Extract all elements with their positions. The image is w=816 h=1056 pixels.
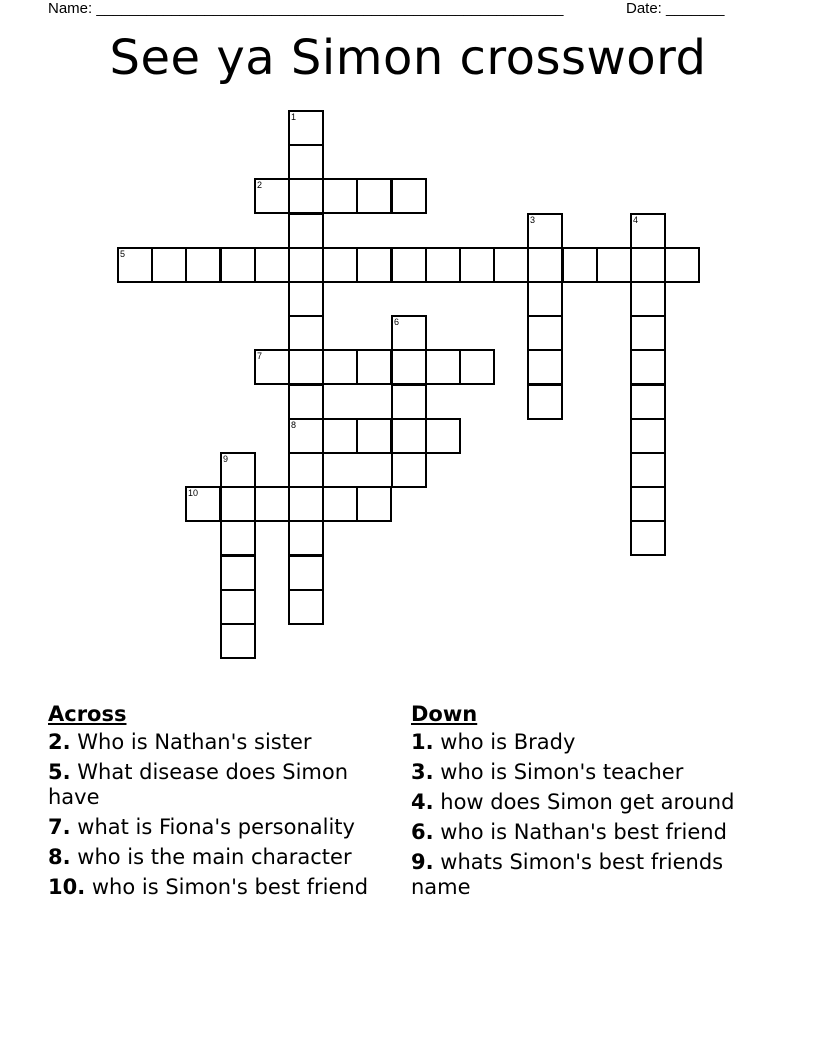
grid-cell[interactable] (356, 349, 392, 385)
grid-cell[interactable] (356, 418, 392, 454)
clue-text: who is Brady (433, 730, 576, 754)
clue-number: 5 (120, 249, 126, 259)
grid-cell[interactable] (288, 452, 324, 488)
down-heading: Down (411, 702, 478, 726)
clue-number: 1. (411, 730, 434, 754)
grid-cell[interactable] (630, 349, 666, 385)
grid-cell[interactable] (288, 315, 324, 351)
grid-cell[interactable] (254, 247, 290, 283)
name-label: Name: (48, 0, 93, 17)
grid-cell[interactable] (425, 247, 461, 283)
grid-cell[interactable] (288, 486, 324, 522)
down-clues (411, 702, 741, 905)
date-label: Date: (626, 0, 662, 17)
grid-cell[interactable] (220, 589, 256, 625)
clue-text: whats Simon's best friends name (411, 850, 724, 899)
grid-cell[interactable] (254, 178, 290, 214)
grid-cell[interactable] (459, 247, 495, 283)
grid-cell[interactable] (527, 213, 563, 249)
clue-text: who is the main character (70, 845, 352, 869)
clue-number: 8 (291, 420, 297, 430)
grid-cell[interactable] (356, 247, 392, 283)
across-clue (48, 815, 398, 840)
grid-cell[interactable] (322, 486, 358, 522)
clue-number: 10 (188, 488, 199, 498)
grid-cell[interactable] (630, 452, 666, 488)
grid-cell[interactable] (288, 144, 324, 180)
clue-number: 7. (48, 815, 71, 839)
across-clue (48, 730, 398, 755)
grid-cell[interactable] (562, 247, 598, 283)
grid-cell[interactable] (220, 555, 256, 591)
grid-cell[interactable] (288, 178, 324, 214)
grid-cell[interactable] (220, 486, 256, 522)
grid-cell[interactable] (117, 247, 153, 283)
grid-cell[interactable] (527, 281, 563, 317)
clue-text: who is Simon's teacher (433, 760, 684, 784)
date-field[interactable]: _______ (666, 0, 725, 17)
clue-number: 3. (411, 760, 434, 784)
clue-number: 6 (394, 317, 400, 327)
grid-cell[interactable] (630, 247, 666, 283)
grid-cell[interactable] (185, 486, 221, 522)
clue-number: 10. (48, 875, 86, 899)
down-clue (411, 850, 741, 900)
grid-cell[interactable] (288, 281, 324, 317)
grid-cell[interactable] (288, 589, 324, 625)
grid-cell[interactable] (664, 247, 700, 283)
grid-cell[interactable] (288, 520, 324, 556)
grid-cell[interactable] (322, 247, 358, 283)
down-clue (411, 760, 741, 785)
grid-cell[interactable] (425, 418, 461, 454)
grid-cell[interactable] (493, 247, 529, 283)
grid-cell[interactable] (288, 349, 324, 385)
grid-cell[interactable] (220, 520, 256, 556)
grid-cell[interactable] (630, 315, 666, 351)
grid-cell[interactable] (254, 486, 290, 522)
across-clue (48, 875, 398, 900)
grid-cell[interactable] (391, 315, 427, 351)
clue-number: 4. (411, 790, 434, 814)
grid-cell[interactable] (220, 247, 256, 283)
grid-cell[interactable] (391, 178, 427, 214)
clue-number: 2 (257, 180, 263, 190)
clue-text: what is Fiona's personality (70, 815, 355, 839)
grid-cell[interactable] (288, 418, 324, 454)
clue-number: 3 (530, 215, 536, 225)
grid-cell[interactable] (288, 555, 324, 591)
clue-text: Who is Nathan's sister (70, 730, 312, 754)
clue-number: 9 (223, 454, 229, 464)
grid-cell[interactable] (220, 452, 256, 488)
down-clue (411, 730, 741, 755)
grid-cell[interactable] (391, 452, 427, 488)
grid-cell[interactable] (185, 247, 221, 283)
grid-cell[interactable] (630, 281, 666, 317)
grid-cell[interactable] (356, 486, 392, 522)
clue-number: 1 (291, 112, 297, 122)
grid-cell[interactable] (630, 384, 666, 420)
clue-number: 2. (48, 730, 71, 754)
grid-cell[interactable] (527, 384, 563, 420)
grid-cell[interactable] (391, 384, 427, 420)
grid-cell[interactable] (391, 247, 427, 283)
grid-cell[interactable] (630, 418, 666, 454)
grid-cell[interactable] (322, 349, 358, 385)
clue-number: 7 (257, 351, 263, 361)
clue-text: What disease does Simon have (48, 760, 349, 809)
clue-number: 5. (48, 760, 71, 784)
page-title: See ya Simon crossword (109, 30, 707, 86)
grid-cell[interactable] (459, 349, 495, 385)
grid-cell[interactable] (527, 315, 563, 351)
across-clue (48, 845, 398, 870)
name-field[interactable]: ________________________________________________________ (96, 0, 564, 17)
clue-number: 4 (633, 215, 639, 225)
grid-cell[interactable] (322, 418, 358, 454)
clue-number: 8. (48, 845, 71, 869)
grid-cell[interactable] (220, 623, 256, 659)
clue-text: who is Nathan's best friend (433, 820, 727, 844)
down-clue (411, 820, 741, 845)
grid-cell[interactable] (288, 384, 324, 420)
grid-cell[interactable] (391, 418, 427, 454)
grid-cell[interactable] (527, 247, 563, 283)
grid-cell[interactable] (596, 247, 632, 283)
grid-cell[interactable] (630, 213, 666, 249)
grid-cell[interactable] (151, 247, 187, 283)
grid-cell[interactable] (630, 520, 666, 556)
clue-number: 6. (411, 820, 434, 844)
clue-text: how does Simon get around (433, 790, 735, 814)
grid-cell[interactable] (322, 178, 358, 214)
grid-cell[interactable] (288, 247, 324, 283)
grid-cell[interactable] (356, 178, 392, 214)
grid-cell[interactable] (391, 349, 427, 385)
grid-cell[interactable] (288, 213, 324, 249)
clue-number: 9. (411, 850, 434, 874)
across-clues (48, 702, 398, 905)
grid-cell[interactable] (288, 110, 324, 146)
clue-text: who is Simon's best friend (85, 875, 369, 899)
across-heading: Across (48, 702, 127, 726)
down-clue (411, 790, 741, 815)
grid-cell[interactable] (425, 349, 461, 385)
grid-cell[interactable] (527, 349, 563, 385)
grid-cell[interactable] (630, 486, 666, 522)
grid-cell[interactable] (254, 349, 290, 385)
across-clue (48, 760, 398, 810)
